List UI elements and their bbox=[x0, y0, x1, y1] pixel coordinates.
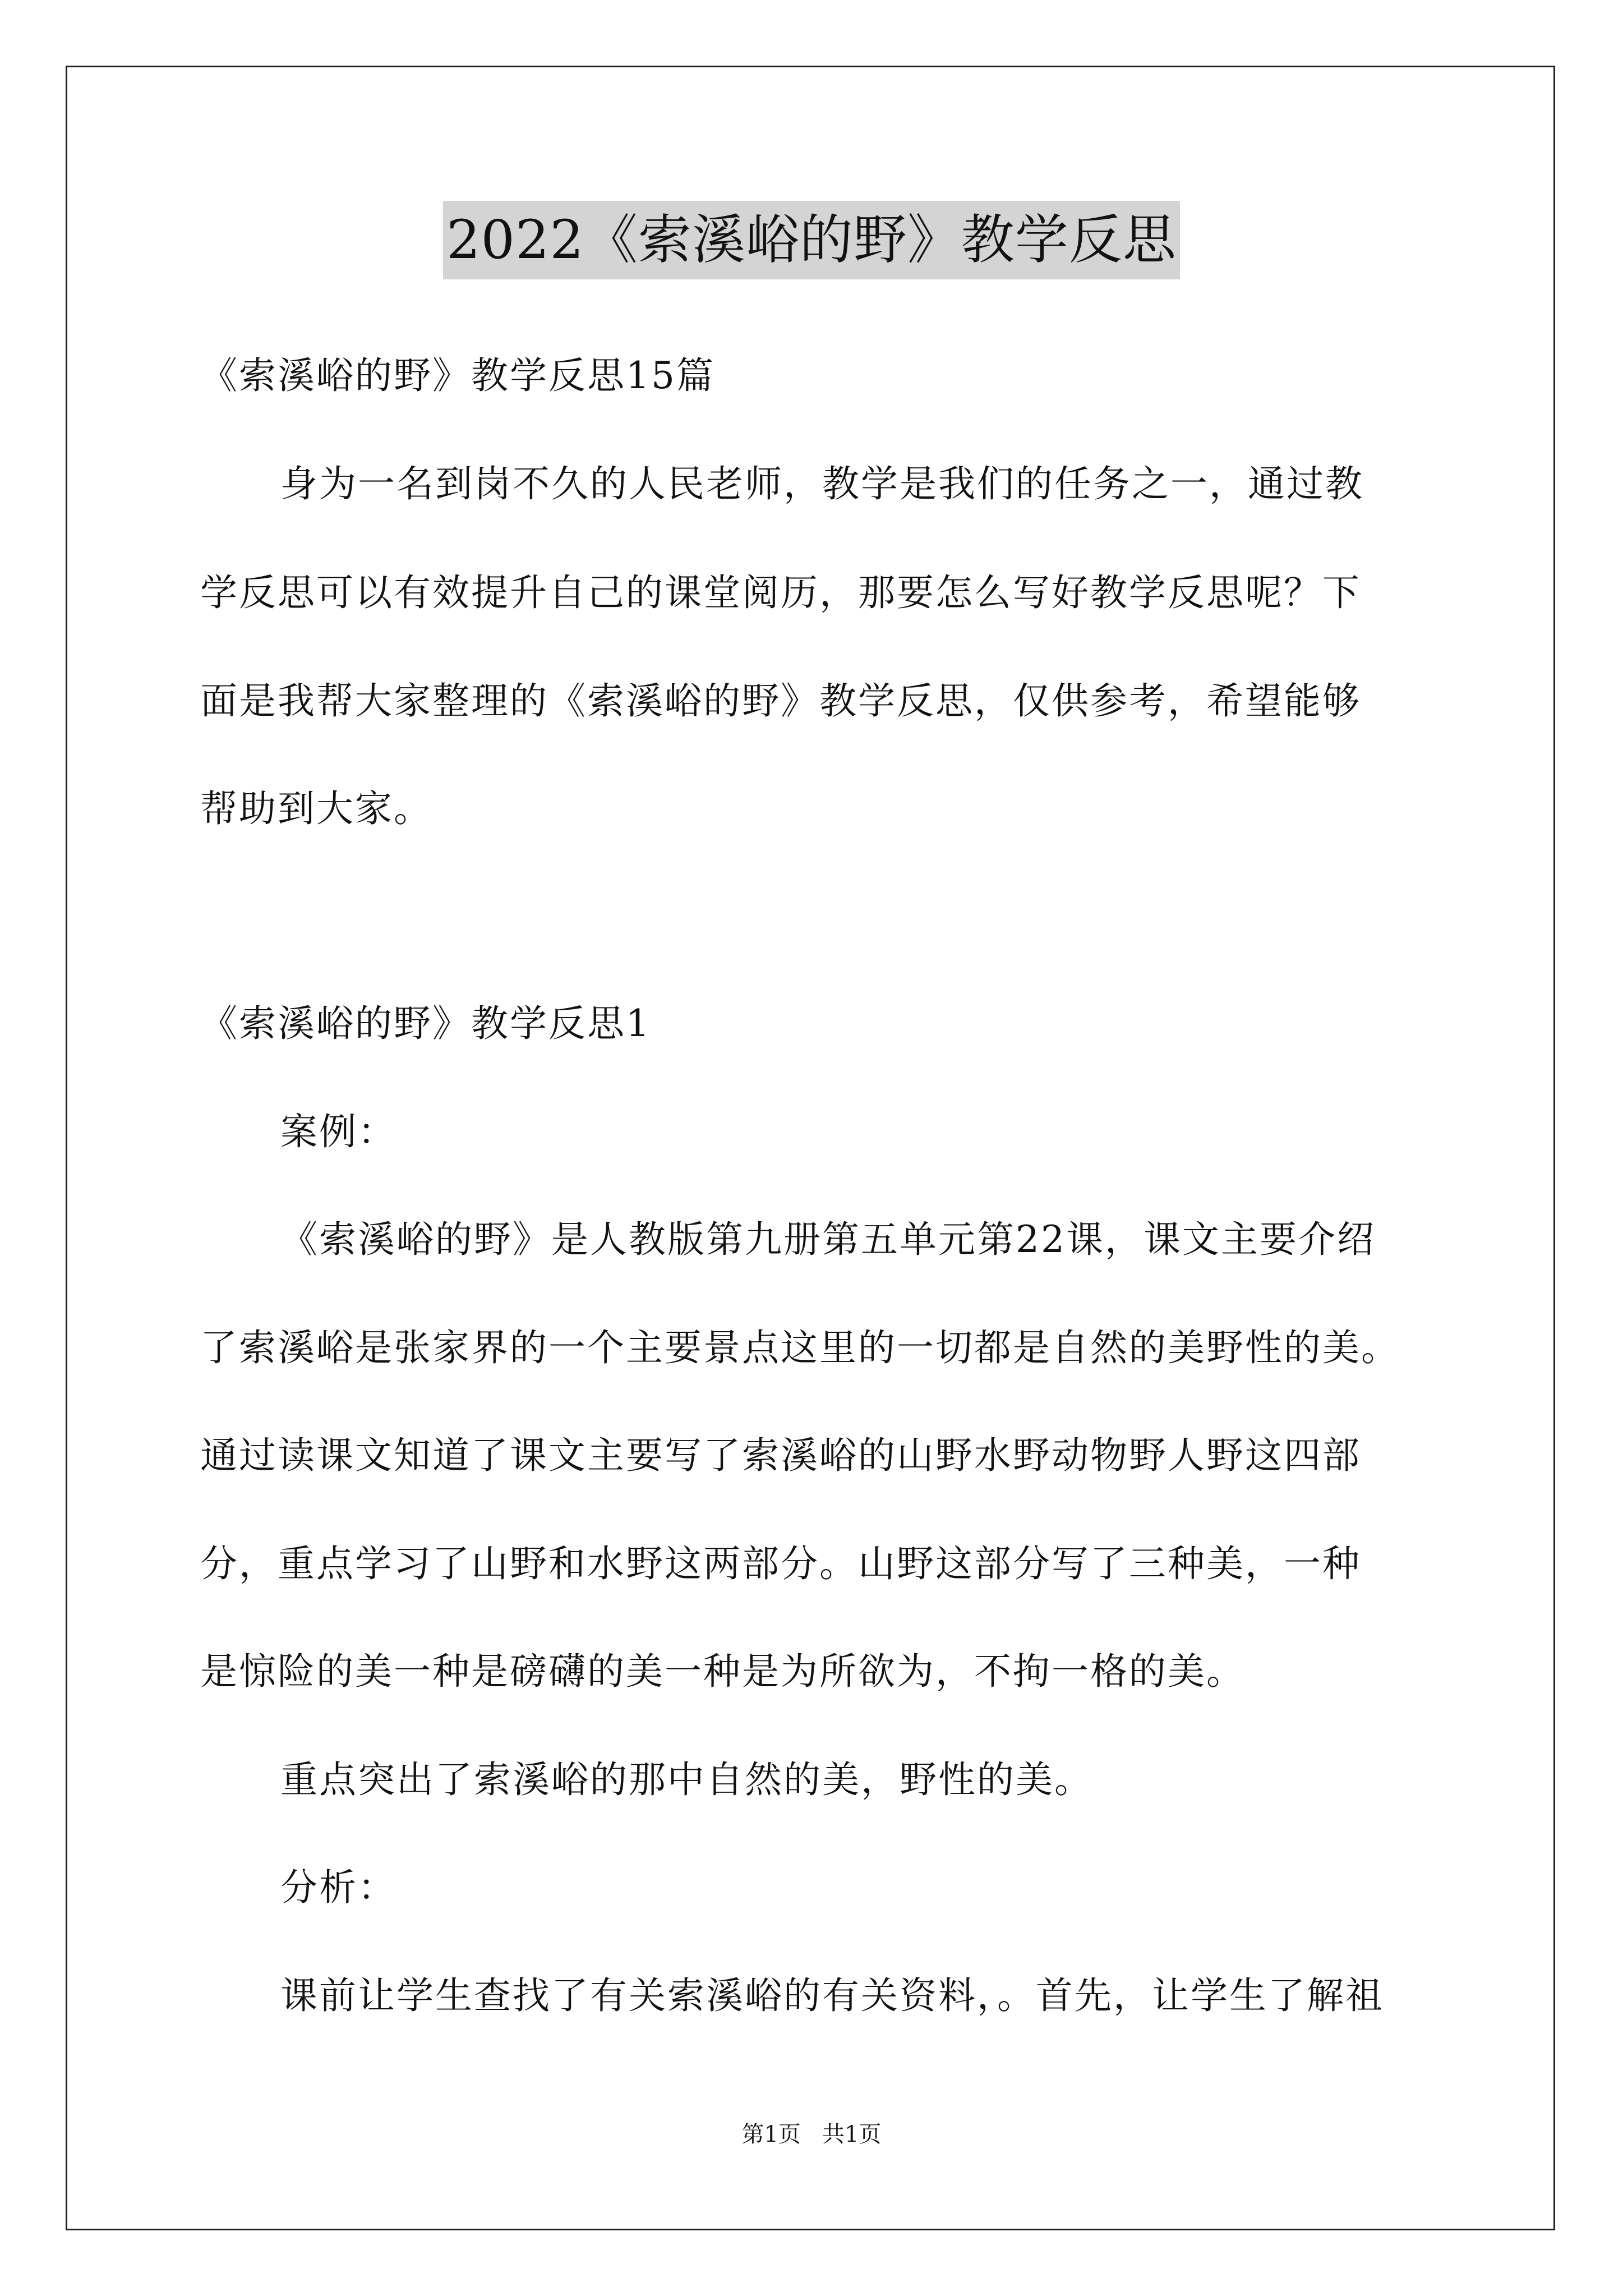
intro-line-2: 学反思可以有效提升自己的课堂阅历，那要怎么写好教学反思呢？下 bbox=[200, 571, 1361, 614]
case-line-3: 通过读课文知道了课文主要写了索溪峪的山野水野动物野人野这四部 bbox=[200, 1434, 1361, 1477]
section-heading: 《索溪峪的野》教学反思1 bbox=[200, 1002, 651, 1045]
analysis-label: 分析： bbox=[280, 1866, 396, 1909]
page-footer: 第1页 共1页 bbox=[741, 2122, 882, 2147]
case-label: 案例： bbox=[280, 1110, 396, 1153]
subtitle: 《索溪峪的野》教学反思15篇 bbox=[200, 354, 715, 397]
title-container bbox=[0, 201, 1623, 279]
case-line-1: 《索溪峪的野》是人教版第九册第五单元第22课，课文主要介绍 bbox=[280, 1218, 1376, 1261]
emphasis-line: 重点突出了索溪峪的那中自然的美，野性的美。 bbox=[280, 1758, 1093, 1801]
intro-line-4: 帮助到大家。 bbox=[200, 787, 432, 830]
case-line-4: 分，重点学习了山野和水野这两部分。山野这部分写了三种美，一种 bbox=[200, 1542, 1361, 1585]
intro-line-1: 身为一名到岗不久的人民老师，教学是我们的任务之一，通过教 bbox=[280, 462, 1364, 505]
analysis-line-1: 课前让学生查找了有关索溪峪的有关资料，。首先，让学生了解祖 bbox=[280, 1974, 1384, 2017]
case-line-5: 是惊险的美一种是磅礴的美一种是为所欲为，不拘一格的美。 bbox=[200, 1650, 1245, 1693]
intro-line-3: 面是我帮大家整理的《索溪峪的野》教学反思，仅供参考，希望能够 bbox=[200, 679, 1361, 723]
document-title: 2022《索溪峪的野》教学反思 bbox=[443, 201, 1180, 279]
case-line-2: 了索溪峪是张家界的一个主要景点这里的一切都是自然的美野性的美。 bbox=[200, 1326, 1400, 1369]
